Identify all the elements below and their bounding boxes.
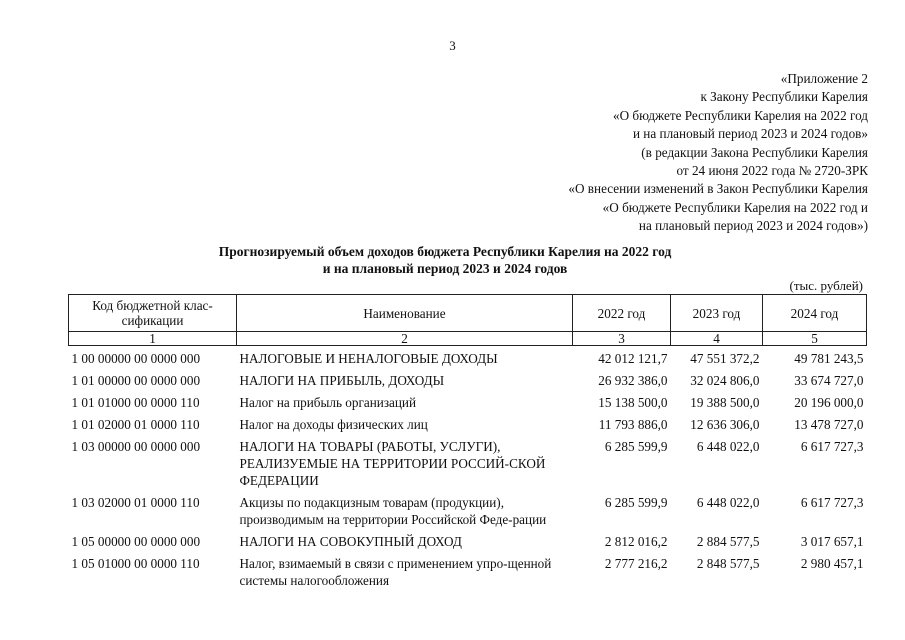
revenue-table — [68, 294, 867, 590]
row-name: Налог, взимаемый в связи с применением упро-щенной системы налогообложения — [239, 556, 552, 588]
row-name: Налог на прибыль организаций — [239, 395, 417, 410]
row-value-2023: 47 551 372,2 — [690, 351, 760, 366]
title-line: и на плановый период 2023 и 2024 годов — [322, 261, 568, 276]
row-value-2022: 2 777 216,2 — [604, 556, 668, 571]
row-code: 1 03 00000 00 0000 000 — [71, 439, 201, 454]
units-label: (тыс. рублей) — [789, 278, 863, 293]
column-number: 3 — [573, 332, 671, 346]
row-value-2024: 20 196 000,0 — [794, 395, 864, 410]
row-value-2022: 6 285 599,9 — [604, 439, 668, 454]
row-value-2024: 3 017 657,1 — [800, 534, 864, 549]
row-value-2022: 6 285 599,9 — [604, 495, 668, 510]
annex-line: «О бюджете Республики Карелия на 2022 год и — [602, 199, 868, 215]
header-2023: 2023 год — [671, 295, 763, 332]
row-value-2023: 12 636 306,0 — [690, 417, 760, 432]
row-value-2023: 6 448 022,0 — [696, 439, 760, 454]
row-code: 1 03 02000 01 0000 110 — [71, 495, 200, 510]
table-row — [69, 434, 867, 490]
row-value-2022: 15 138 500,0 — [598, 395, 668, 410]
row-value-2022: 2 812 016,2 — [604, 534, 668, 549]
header-code: Код бюджетной клас- сификации — [69, 295, 237, 332]
annex-line: и на плановый период 2023 и 2024 годов» — [632, 126, 868, 142]
annex-line: на плановый период 2023 и 2024 годов») — [638, 218, 868, 234]
header-name: Наименование — [237, 295, 573, 332]
column-number: 1 — [69, 332, 237, 346]
page-number: 3 — [449, 38, 456, 53]
document-title — [0, 243, 890, 277]
title-line: Прогнозируемый объем доходов бюджета Республики Карелия на 2022 год — [218, 244, 672, 259]
row-code: 1 00 00000 00 0000 000 — [71, 351, 201, 366]
row-value-2023: 2 848 577,5 — [696, 556, 760, 571]
table-row — [69, 390, 867, 412]
header-2024: 2024 год — [763, 295, 867, 332]
row-value-2023: 19 388 500,0 — [690, 395, 760, 410]
row-code: 1 01 01000 00 0000 110 — [71, 395, 200, 410]
annex-reference-block — [448, 70, 868, 236]
row-value-2022: 42 012 121,7 — [598, 351, 668, 366]
row-value-2024: 2 980 457,1 — [800, 556, 864, 571]
row-value-2024: 33 674 727,0 — [794, 373, 864, 388]
column-number: 2 — [237, 332, 573, 346]
row-value-2022: 26 932 386,0 — [598, 373, 668, 388]
annex-line: «Приложение 2 — [780, 71, 868, 86]
annex-line: к Закону Республики Карелия — [700, 89, 868, 105]
row-value-2024: 49 781 243,5 — [794, 351, 864, 366]
row-value-2023: 6 448 022,0 — [696, 495, 760, 510]
annex-line: (в редакции Закона Республики Карелия — [641, 144, 868, 160]
table-row — [69, 346, 867, 369]
annex-line: «О бюджете Республики Карелия на 2022 год — [613, 107, 868, 123]
header-2022: 2022 год — [573, 295, 671, 332]
annex-line: «О внесении изменений в Закон Республики Карелия — [568, 181, 868, 197]
row-name: НАЛОГОВЫЕ И НЕНАЛОГОВЫЕ ДОХОДЫ — [239, 351, 498, 366]
table-row — [69, 529, 867, 551]
annex-line: от 24 июня 2022 года № 2720-ЗРК — [676, 163, 868, 179]
table-row — [69, 412, 867, 434]
row-value-2024: 6 617 727,3 — [800, 495, 864, 510]
row-code: 1 05 00000 00 0000 000 — [71, 534, 201, 549]
row-value-2022: 11 793 886,0 — [598, 417, 668, 432]
row-name: Акцизы по подакцизным товарам (продукции), производимым на территории Российской Феде-рации — [239, 495, 547, 527]
row-name: НАЛОГИ НА ПРИБЫЛЬ, ДОХОДЫ — [239, 373, 445, 388]
column-number: 4 — [671, 332, 763, 346]
row-value-2024: 13 478 727,0 — [794, 417, 864, 432]
row-name: Налог на доходы физических лиц — [239, 417, 428, 432]
row-name: НАЛОГИ НА СОВОКУПНЫЙ ДОХОД — [239, 534, 462, 549]
row-name: НАЛОГИ НА ТОВАРЫ (РАБОТЫ, УСЛУГИ), РЕАЛИЗУЕМЫЕ НА ТЕРРИТОРИИ РОССИЙ-СКОЙ ФЕДЕРАЦИИ — [239, 439, 546, 488]
row-value-2023: 2 884 577,5 — [696, 534, 760, 549]
table-row — [69, 551, 867, 590]
row-code: 1 01 00000 00 0000 000 — [71, 373, 201, 388]
row-code: 1 05 01000 00 0000 110 — [71, 556, 200, 571]
row-code: 1 01 02000 01 0000 110 — [71, 417, 200, 432]
row-value-2024: 6 617 727,3 — [800, 439, 864, 454]
row-value-2023: 32 024 806,0 — [690, 373, 760, 388]
table-row — [69, 368, 867, 390]
column-number: 5 — [763, 332, 867, 346]
table-row — [69, 490, 867, 529]
